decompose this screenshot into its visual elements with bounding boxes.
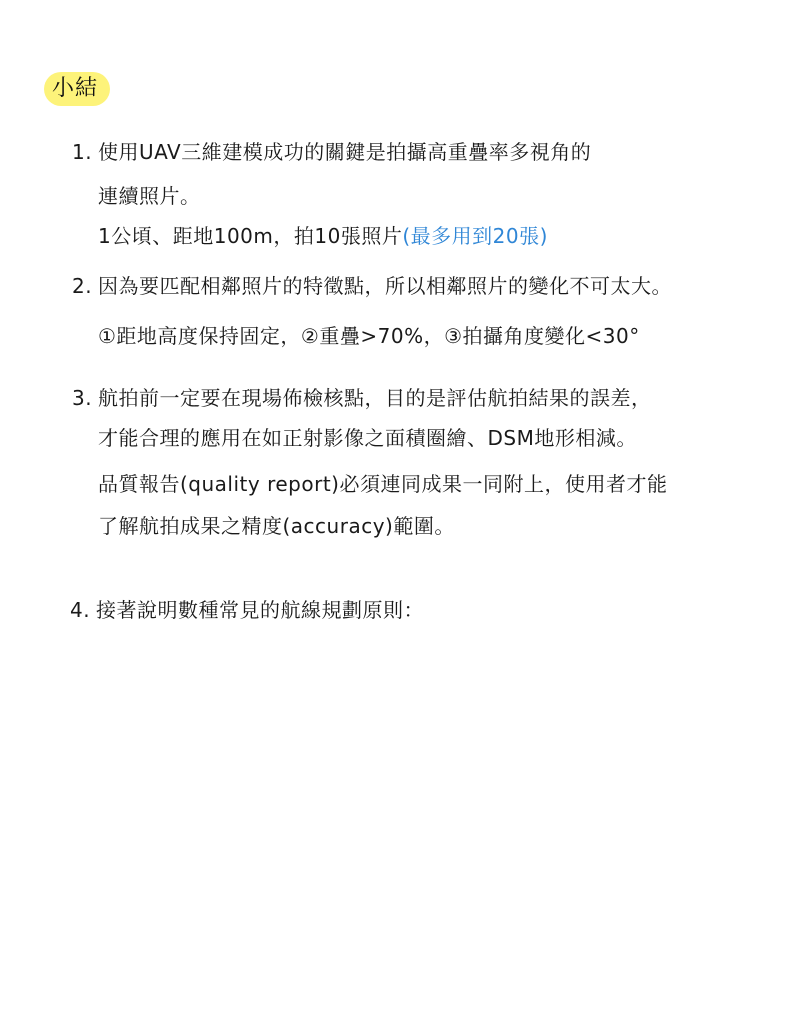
- item-3-line-2: 才能合理的應用在如正射影像之面積圈繪、DSM地形相減。: [98, 426, 637, 450]
- item-3-line-1: [72, 384, 652, 412]
- item-2-number: 2.: [72, 274, 93, 298]
- item-3-number: 3.: [72, 386, 93, 410]
- item-4-text-1: 接著說明數種常見的航線規劃原則：: [96, 598, 424, 622]
- item-4-number: 4.: [70, 598, 91, 622]
- item-1-text-1: 使用UAV三維建模成功的關鍵是拍攝高重疊率多視角的: [98, 140, 592, 164]
- item-1-line-2: 連續照片。: [98, 184, 201, 208]
- item-1-sub-note: (最多用到20張): [402, 224, 548, 248]
- item-1-line-1: [72, 138, 591, 166]
- section-heading: 小結: [44, 72, 110, 106]
- item-4-line-1: [70, 596, 424, 624]
- item-1-sub-text: 1公頃、距地100m，拍10張照片: [98, 224, 403, 248]
- item-2-line-2: ①距地高度保持固定，②重疊>70%，③拍攝角度變化<30°: [98, 324, 640, 348]
- item-2-text-1: 因為要匹配相鄰照片的特徵點，所以相鄰照片的變化不可太大。: [98, 274, 672, 298]
- item-3-line-4: 了解航拍成果之精度(accuracy)範圍。: [98, 514, 455, 538]
- item-1-number: 1.: [72, 140, 93, 164]
- item-2-line-1: [72, 272, 672, 300]
- item-1-sub-line: [98, 222, 548, 250]
- item-3-text-1: 航拍前一定要在現場佈檢核點，目的是評估航拍結果的誤差，: [98, 386, 652, 410]
- item-3-line-3: 品質報告(quality report)必須連同成果一同附上，使用者才能: [98, 472, 668, 496]
